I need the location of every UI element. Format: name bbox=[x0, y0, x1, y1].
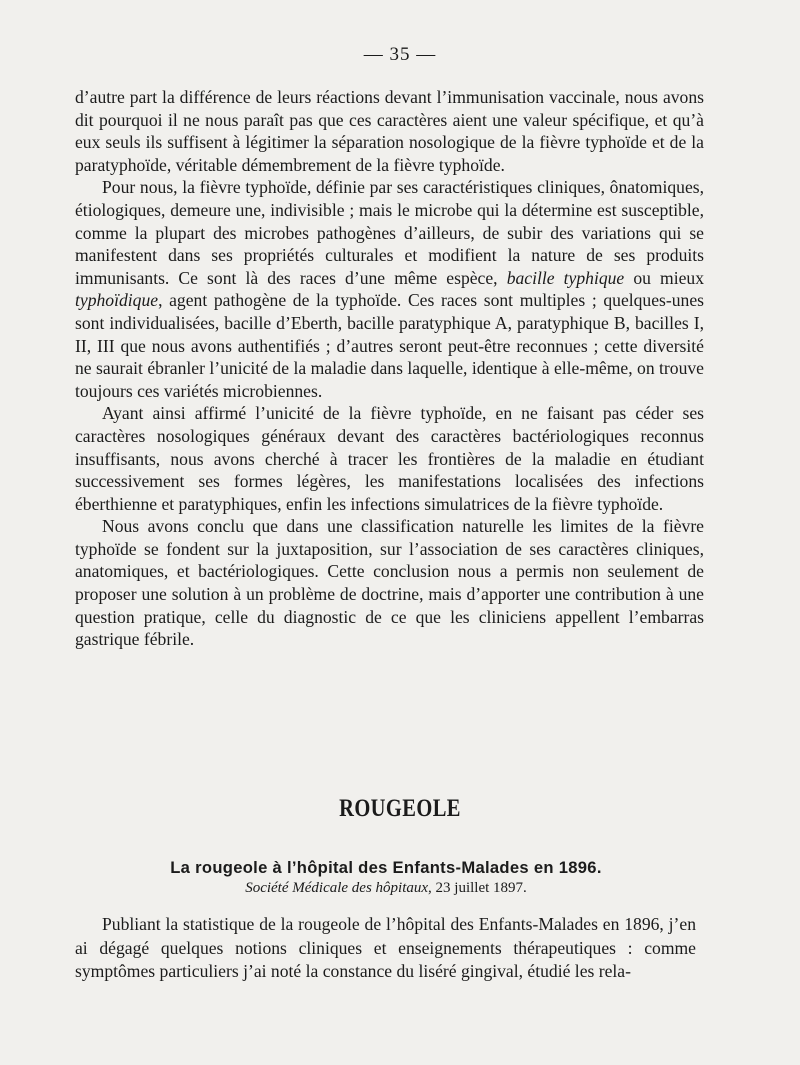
paragraph-4: Nous avons conclu que dans une classification naturelle les limites de la fièvre typhoïde se fondent sur la juxtaposition, sur l’association de ses caractères cliniques, anatomiques, et bactériologiques. Cette conclusion nous a permis non seulement de proposer une solution à un problème de doctrine, mais d’apporter une contribution à une question pratique, celle du diagnostic de ce que les cliniciens appellent l’embarras gastrique fébrile. bbox=[75, 516, 704, 650]
paragraph-3: Ayant ainsi affirmé l’unicité de la fièvre typhoïde, en ne faisant pas céder ses caractères nosologiques généraux devant des caractères bactériologiques reconnus insuffisants, nous avons cherché à tracer les frontières de la maladie en étudiant successivement ses formes légères, les manifestations localisées des infections éberthienne et paratyphiques, enfin les infections simulatrices de la fièvre typhoïde. bbox=[75, 403, 704, 514]
paragraph-1: d’autre part la différence de leurs réactions devant l’immunisation vaccinale, nous avons dit pourquoi il ne nous paraît pas que ces caractères aient une valeur spécifique, et qu’à eux seuls ils suffisent à légitimer la séparation nosologique de la fièvre typhoïde et de la paratyphoïde, véritable démembrement de la fièvre typhoïde. bbox=[75, 87, 704, 175]
article-source bbox=[0, 880, 772, 897]
body-text bbox=[75, 86, 704, 651]
section-text bbox=[75, 913, 696, 984]
section-heading: ROUGEOLE bbox=[339, 795, 461, 822]
source-venue: Société Médicale des hôpitaux bbox=[245, 880, 429, 896]
page-number: — 35 — bbox=[363, 44, 437, 65]
paragraph-2 bbox=[75, 176, 704, 402]
paragraph-2-text-c: , agent pathogène de la typhoïde. Ces races sont multiples ; quelques-unes sont individualisées, bacille d’Eberth, bacille paratyphique A, paratyphique B, bacilles I, II, III que nous avons authentifiés ; d’autres seront peut-être reconnues ; cette diversité ne saurait ébranler l’unicité de la maladie dans laquelle, identique à elle-même, on trouve toujours ces variétés microbiennes. bbox=[75, 290, 704, 401]
emphasis-bacille-typhique: bacille typhique bbox=[506, 267, 625, 288]
paragraph-2-text-b: ou mieux bbox=[633, 267, 705, 288]
source-date: , 23 juillet 1897. bbox=[428, 880, 527, 896]
emphasis-typhoidique: typhoïdique bbox=[75, 290, 159, 311]
section-paragraph: Publiant la statistique de la rougeole de l’hôpital des Enfants-Malades en 1896, j’en ai dégagé quelques notions cliniques et enseignements thérapeutiques : comme symptômes particuliers j’ai noté la constance du liséré gingival, étudié les rela- bbox=[75, 914, 696, 981]
article-title: La rougeole à l’hôpital des Enfants-Malades en 1896. bbox=[170, 858, 602, 877]
paragraph-2-text-a: Pour nous, la fièvre typhoïde, définie par ses caractéristiques cliniques, ônatomiques, étiologiques, demeure une, indivisible ; mais le microbe qui la détermine est susceptible, comme la plupart des microbes pathogènes d’ailleurs, de subir des variations qui se manifestent dans ses propriétés culturales et modifient la nature de ses produits immunisants. Ce sont là des races d’une même espèce, bbox=[75, 177, 704, 288]
